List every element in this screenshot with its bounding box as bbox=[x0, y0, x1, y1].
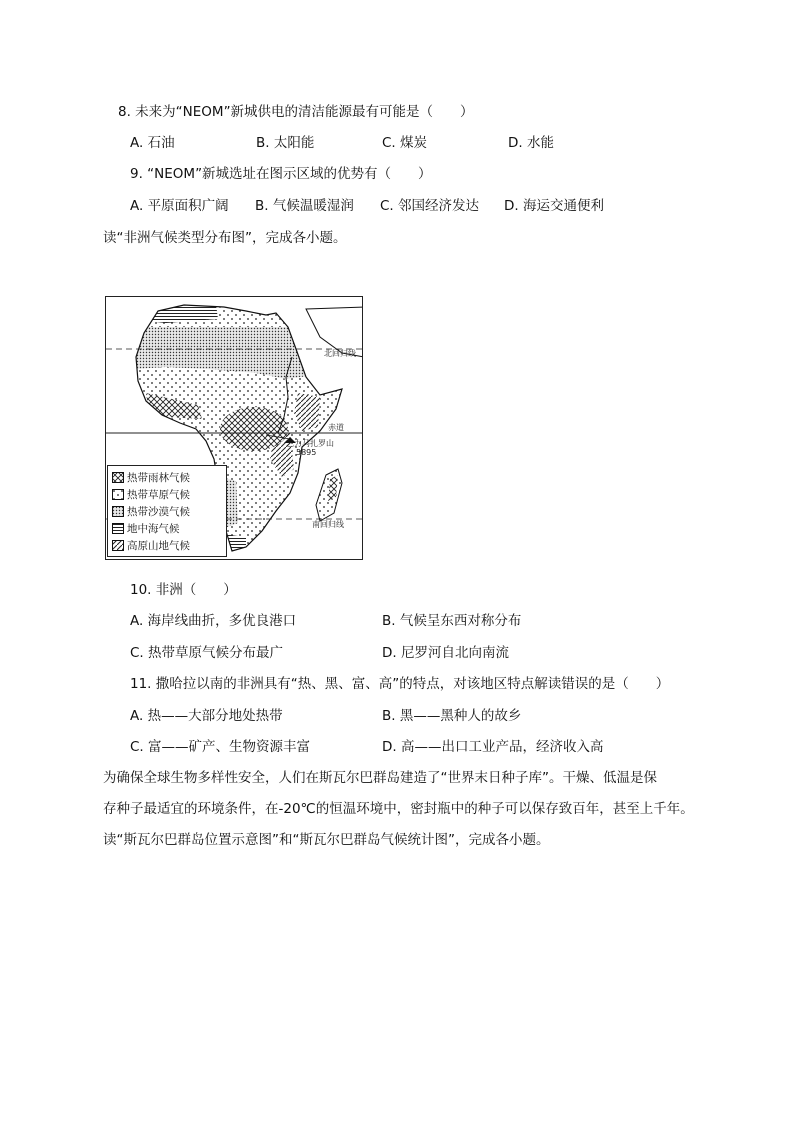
legend-label: 热带草原气候 bbox=[127, 489, 190, 501]
legend-label: 地中海气候 bbox=[127, 523, 180, 535]
passage-line-3: 读“斯瓦尔巴群岛位置示意图”和“斯瓦尔巴群岛气候统计图”，完成各小题。 bbox=[103, 832, 550, 848]
passage-line-2: 存种子最适宜的环境条件，在-20℃的恒温环境中，密封瓶中的种子可以保存致百年，甚至上千年。 bbox=[103, 801, 694, 817]
question-10-stem: 10. 非洲（ ） bbox=[130, 582, 237, 598]
tropic-of-cancer-label: 北回归线 bbox=[324, 349, 356, 358]
legend-item-rainforest bbox=[112, 469, 222, 486]
question-11-options-row2 bbox=[130, 737, 603, 757]
passage-line-1: 为确保全球生物多样性安全，人们在斯瓦尔巴群岛建造了“世界末日种子库”。干燥、低温是保 bbox=[103, 770, 657, 786]
question-11-stem: 11. 撒哈拉以南的非洲具有“热、黑、富、高”的特点，对该地区特点解读错误的是（ ） bbox=[130, 676, 670, 692]
question-9-option-c: C. 邻国经济发达 bbox=[380, 198, 480, 214]
question-9-option-b: B. 气候温暖湿润 bbox=[255, 198, 354, 214]
question-8-option-b: B. 太阳能 bbox=[256, 135, 315, 151]
tropic-of-capricorn-label: 南回归线 bbox=[312, 520, 344, 529]
equator-label: 赤道 bbox=[328, 423, 344, 432]
legend-item-desert bbox=[112, 503, 222, 520]
question-10-option-c: C. 热带草原气候分布最广 bbox=[130, 645, 284, 661]
crosshatch-swatch-icon bbox=[112, 472, 124, 483]
question-11-option-c: C. 富——矿产、生物资源丰富 bbox=[130, 739, 311, 755]
question-8-option-c: C. 煤炭 bbox=[382, 135, 428, 151]
legend-item-mediterranean bbox=[112, 520, 222, 537]
kilimanjaro-label: 乞力马扎罗山 bbox=[286, 439, 334, 448]
question-11-option-a: A. 热——大部分地处热带 bbox=[130, 708, 283, 724]
question-11-option-d: D. 高——出口工业产品，经济收入高 bbox=[382, 739, 604, 755]
question-9-stem: 9. “NEOM”新城选址在图示区域的优势有（ ） bbox=[130, 166, 432, 182]
question-9-option-d: D. 海运交通便利 bbox=[504, 198, 604, 214]
question-8-options bbox=[130, 133, 554, 153]
question-11-option-b: B. 黑——黑种人的故乡 bbox=[382, 708, 522, 724]
africa-intro-text: 读“非洲气候类型分布图”，完成各小题。 bbox=[103, 230, 347, 246]
question-8-stem: 8. 未来为“NEOM”新城供电的清洁能源最有可能是（ ） bbox=[118, 104, 474, 120]
question-9-options bbox=[130, 196, 604, 216]
diagonal-lines-swatch-icon bbox=[112, 540, 124, 551]
question-8-option-a: A. 石油 bbox=[130, 135, 175, 151]
dots-swatch-icon bbox=[112, 489, 124, 500]
question-10-option-b: B. 气候呈东西对称分布 bbox=[382, 613, 522, 629]
question-10-option-a: A. 海岸线曲折，多优良港口 bbox=[130, 613, 297, 629]
africa-climate-map bbox=[105, 296, 363, 560]
question-10-option-d: D. 尼罗河自北向南流 bbox=[382, 645, 509, 661]
question-8-option-d: D. 水能 bbox=[508, 135, 554, 151]
horizontal-lines-swatch-icon bbox=[112, 523, 124, 534]
legend-label: 热带沙漠气候 bbox=[127, 506, 190, 518]
legend-item-highland bbox=[112, 537, 222, 554]
question-9-option-a: A. 平原面积广阔 bbox=[130, 198, 229, 214]
question-10-options-row2 bbox=[130, 643, 509, 663]
map-legend bbox=[107, 465, 227, 557]
legend-label: 高原山地气候 bbox=[127, 540, 190, 552]
kilimanjaro-elevation-label: 5895 bbox=[296, 448, 317, 457]
legend-item-savanna bbox=[112, 486, 222, 503]
fine-dots-swatch-icon bbox=[112, 506, 124, 517]
question-10-options-row1 bbox=[130, 611, 521, 631]
legend-label: 热带雨林气候 bbox=[127, 472, 190, 484]
question-11-options-row1 bbox=[130, 706, 521, 726]
